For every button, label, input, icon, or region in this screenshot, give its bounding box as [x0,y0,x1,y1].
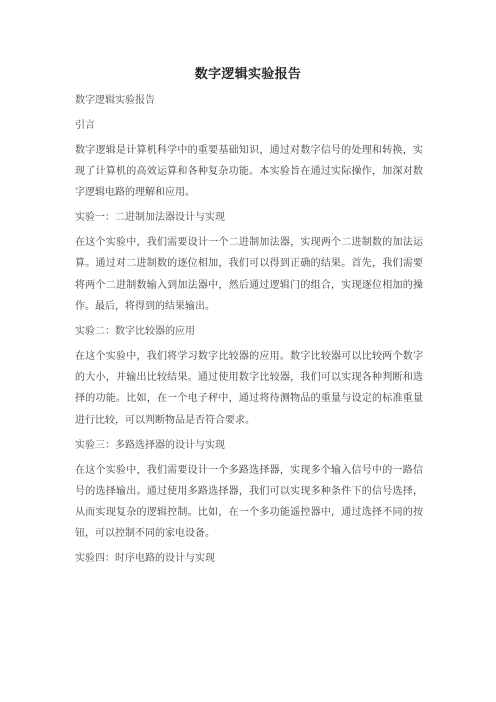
document-body [75,90,423,573]
section-paragraph-intro: 数字逻辑是计算机科学中的重要基础知识，通过对数字信号的处理和转换，实现了计算机的高效运算和各种复杂功能。本实验旨在通过实际操作，加深对数字逻辑电路的理解和应用。 [75,144,423,199]
document-title: 数字逻辑实验报告 [194,67,302,82]
section-heading-exp2: 实验二：数字比较器的应用 [75,325,195,337]
section-heading-exp3: 实验三：多路选择器的设计与实现 [75,439,225,451]
section-paragraph-exp2: 在这个实验中，我们将学习数字比较器的应用。数字比较器可以比较两个数字的大小，并输出比较结果。通过使用数字比较器，我们可以实现各种判断和选择的功能。比如，在一个电子秤中，通过将待测物品的重量与设定的标准重量进行比较，可以判断物品是否符合要求。 [75,350,423,426]
section-heading-intro: 引言 [75,119,95,131]
section-heading-exp4: 实验四：时序电路的设计与实现 [75,553,215,565]
document-subtitle: 数字逻辑实验报告 [75,95,155,106]
section-heading-exp1: 实验一：二进制加法器设计与实现 [75,212,225,224]
section-paragraph-exp3: 在这个实验中，我们需要设计一个多路选择器，实现多个输入信号中的一路信号的选择输出。通过使用多路选择器，我们可以实现多种条件下的信号选择，从而实现复杂的逻辑控制。比如，在一个多功能遥控器中，通过选择不同的按钮，可以控制不同的家电设备。 [75,464,423,540]
section-paragraph-exp1: 在这个实验中，我们需要设计一个二进制加法器，实现两个二进制数的加法运算。通过对二进制数的逐位相加，我们可以得到正确的结果。首先，我们需要将两个二进制数输入到加法器中，然后通过逻辑门的组合，实现逐位相加的操作。最后，将得到的结果输出。 [75,237,423,313]
